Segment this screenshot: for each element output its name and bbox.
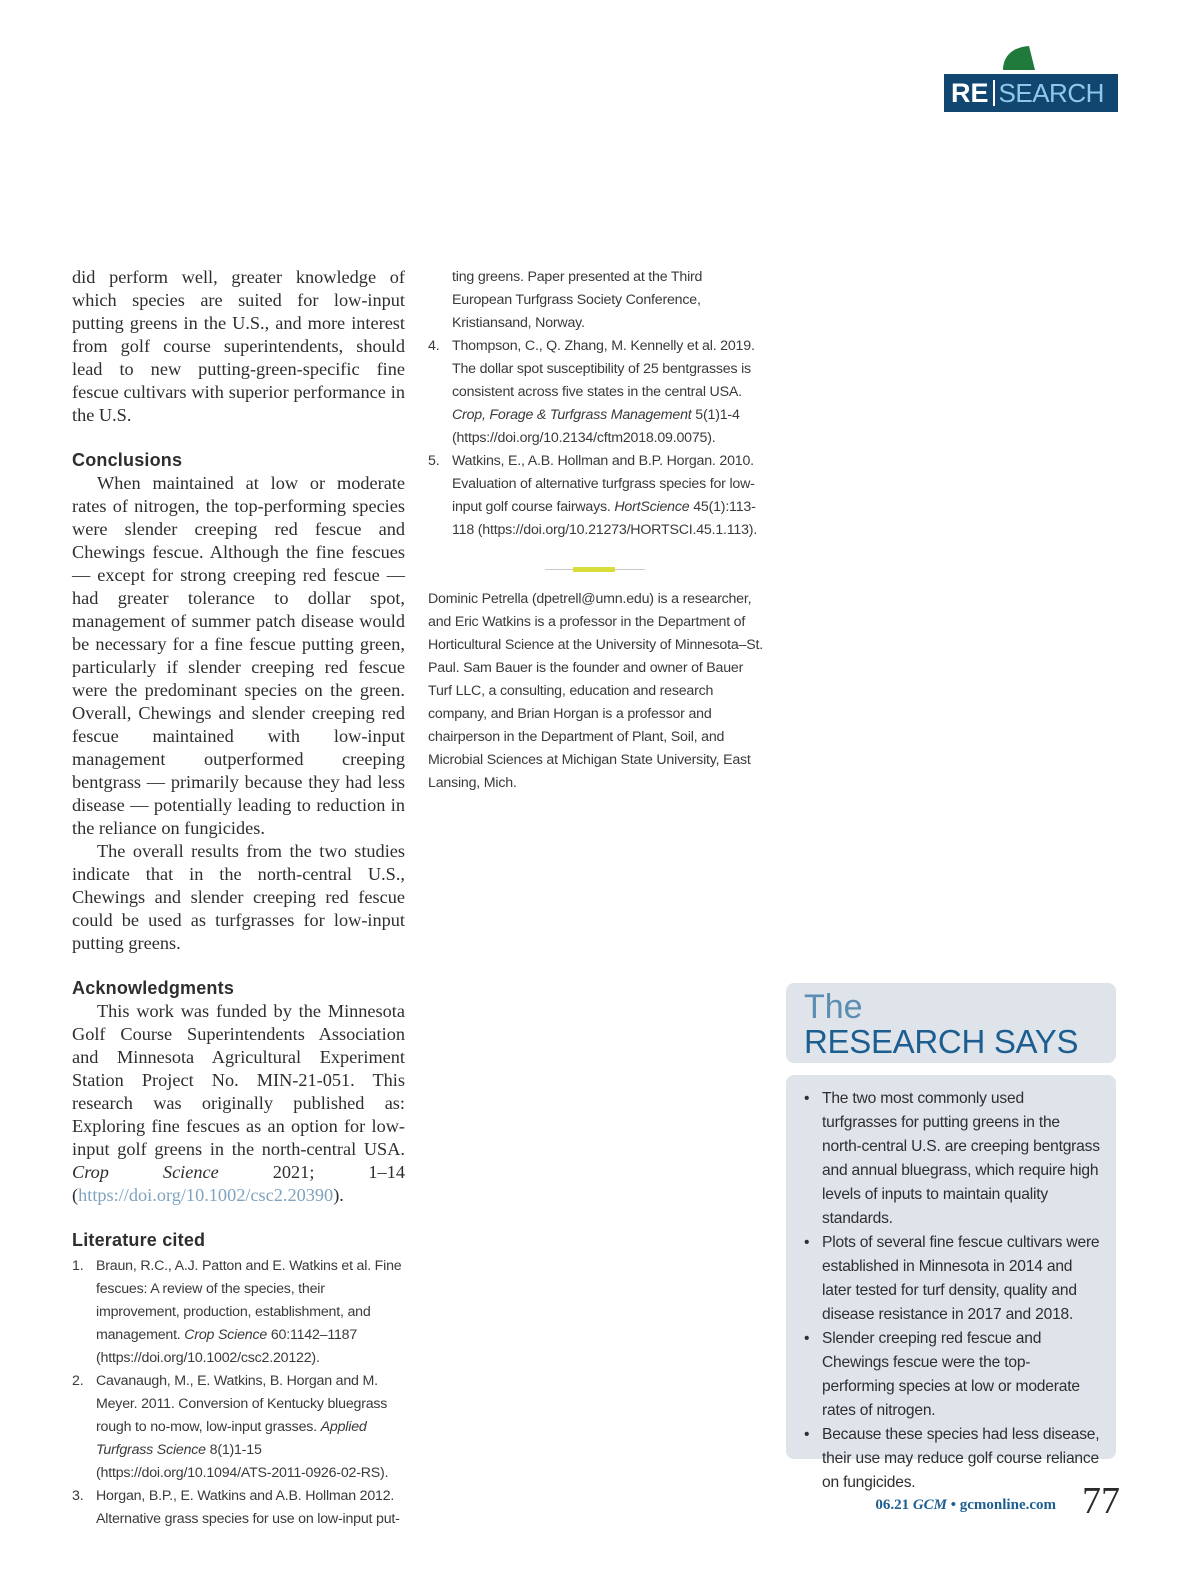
summary-item (804, 1087, 1102, 1231)
research-says-panel (786, 1075, 1116, 1491)
bullet-icon: • (804, 1234, 810, 1251)
logo-search-text: SEARCH (998, 77, 1104, 108)
conclusions-paragraph-2: The overall results from the two studies indicate that in the north-central U.S., Chewings and slender creeping red fescue could be used as turfgrasses for low-input putting greens. (72, 841, 405, 953)
section-badge (944, 74, 1118, 112)
reference-number: 3. (72, 1488, 84, 1504)
reference-journal: HortScience (614, 499, 690, 515)
reference-continuation (428, 266, 763, 335)
ack-tail: 2021; 1–14 ( (72, 1162, 405, 1205)
summary-item (804, 1231, 1102, 1327)
footer-site: gcmonline.com (959, 1497, 1056, 1513)
ack-text: This work was funded by the Minnesota Golf Course Superintendents Association and Minnesota Agricultural Experiment Station Project No. MIN-21-051. This research was originally published as: Exploring fine fescues as an option for low-input golf greens in the north-central USA. (72, 1001, 405, 1159)
reference-text: Horgan, B.P., E. Watkins and A.B. Hollman 2012. Alternative grass species for use on low-input put- (96, 1488, 400, 1527)
ack-close: ). (333, 1185, 344, 1205)
ack-journal: Crop Science (72, 1162, 219, 1182)
summary-text: Plots of several fine fescue cultivars were established in Minnesota in 2014 and later tested for turf density, quality and disease resistance in 2017 and 2018. (822, 1234, 1100, 1323)
reference-item (428, 450, 763, 542)
footer-separator: • (947, 1497, 960, 1513)
reference-item (72, 1255, 405, 1370)
footer-folio (875, 1497, 1056, 1514)
conclusions-paragraph-1: When maintained at low or moderate rates of nitrogen, the top-performing species were slender creeping red fescue and Chewings fescue. Although the fine fescues — except for strong creeping red fescue — had greater tolerance to dollar spot, management of summer patch disease would be necessary for a fine fescue putting green, particularly if slender creeping red fescue were the predominant species on the green. Overall, Chewings and slender creeping red fescue maintained with low-input management outperformed creeping bentgrass — primarily because they had less disease — potentially leading to reduction in the reliance on fungicides. (72, 473, 405, 838)
bullet-icon: • (804, 1090, 810, 1107)
reference-citation: 8(1)1-15 (https://doi.org/10.1094/ATS-2011-0926-02-RS). (96, 1442, 389, 1481)
leaf-icon (1001, 46, 1035, 70)
research-section-logo (944, 46, 1118, 112)
reference-number: 2. (72, 1373, 84, 1389)
page-number: 77 (1082, 1480, 1120, 1522)
reference-text: Thompson, C., Q. Zhang, M. Kennelly et al. 2019. The dollar spot susceptibility of 25 bentgrasses is consistent across five states in the central USA. (452, 338, 755, 400)
left-column (72, 266, 405, 1531)
middle-column (428, 266, 763, 795)
reference-text: Watkins, E., A.B. Hollman and B.P. Horgan. 2010. Evaluation of alternative turfgrass species for low-input golf course fairways. (452, 453, 755, 515)
acknowledgments-heading: Acknowledgments (72, 978, 235, 998)
summary-item (804, 1327, 1102, 1423)
logo-re-text: RE (951, 77, 989, 108)
ack-doi-link[interactable]: https://doi.org/10.1002/csc2.20390 (78, 1185, 334, 1205)
literature-list (72, 1255, 405, 1531)
research-says-the: The (804, 988, 863, 1026)
research-says-list (804, 1087, 1102, 1495)
reference-text: Braun, R.C., A.J. Patton and E. Watkins et al. Fine fescues: A review of the species, their improvement, production, establishment, and management. (96, 1258, 402, 1343)
acknowledgments-paragraph (72, 1000, 405, 1207)
footer-magazine: GCM (912, 1497, 947, 1513)
author-bio: Dominic Petrella (dpetrell@umn.edu) is a researcher, and Eric Watkins is a professor in the Department of Horticultural Science at the University of Minnesota–St. Paul. Sam Bauer is the founder and owner of Bauer Turf LLC, a consulting, education and research company, and Brian Horgan is a professor and chairperson in the Department of Plant, Soil, and Microbial Sciences at Michigan State University, East Lansing, Mich. (428, 591, 763, 791)
literature-heading: Literature cited (72, 1230, 206, 1250)
summary-text: Slender creeping red fescue and Chewings fescue were the top-performing species at low or moderate rates of nitrogen. (822, 1330, 1080, 1419)
section-divider (545, 566, 645, 574)
reference-item (72, 1370, 405, 1485)
reference-citation: 5(1)1-4 (https://doi.org/10.2134/cftm2018.09.0075). (452, 407, 740, 446)
reference-number: 5. (428, 453, 440, 469)
page-footer (875, 1482, 1120, 1520)
intro-paragraph: did perform well, greater knowledge of which species are suited for low-input putting greens in the U.S., and more interest from golf course superintendents, should lead to new putting-green-specific fine fescue cultivars with superior performance in the U.S. (72, 267, 405, 425)
reference-number: 1. (72, 1258, 84, 1274)
reference-text: Cavanaugh, M., E. Watkins, B. Horgan and M. Meyer. 2011. Conversion of Kentucky bluegrass rough to no-mow, low-input grasses. (96, 1373, 388, 1435)
reference-item (72, 1485, 405, 1531)
reference-item (428, 335, 763, 450)
reference-journal: Crop Science (184, 1327, 268, 1343)
summary-text: Because these species had less disease, their use may reduce golf course reliance on fungicides. (822, 1426, 1100, 1491)
reference-journal: Applied Turfgrass Science (96, 1419, 367, 1458)
reference-text: ting greens. Paper presented at the Third European Turfgrass Society Conference, Kristiansand, Norway. (452, 269, 703, 331)
bullet-icon: • (804, 1330, 810, 1347)
conclusions-heading: Conclusions (72, 450, 183, 470)
reference-citation: 60:1142–1187 (https://doi.org/10.1002/csc2.20122). (96, 1327, 358, 1366)
reference-journal: Crop, Forage & Turfgrass Management (452, 407, 692, 423)
reference-citation: 45(1):113-118 (https://doi.org/10.21273/HORTSCI.45.1.113). (452, 499, 758, 538)
literature-list-continued (428, 266, 763, 542)
research-says-header (786, 983, 1116, 1063)
summary-text: The two most commonly used turfgrasses for putting greens in the north-central U.S. are creeping bentgrass and annual bluegrass, which require high levels of inputs to maintain quality standards. (822, 1090, 1100, 1227)
bullet-icon: • (804, 1426, 810, 1443)
reference-number: 4. (428, 338, 440, 354)
research-says-title: RESEARCH SAYS (804, 1023, 1079, 1060)
footer-issue: 06.21 (875, 1497, 910, 1513)
logo-divider (993, 80, 995, 106)
divider-accent (573, 567, 615, 572)
